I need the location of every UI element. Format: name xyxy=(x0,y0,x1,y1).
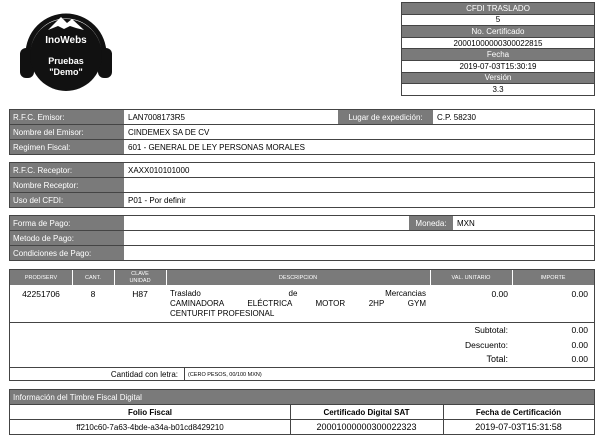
cantidad-letra-value: (CERO PESOS, 00/100 MXN) xyxy=(188,372,262,378)
version-value: 3.3 xyxy=(492,85,504,95)
subtotal-value: 0.00 xyxy=(571,325,588,335)
condiciones-pago-label: Condiciones de Pago: xyxy=(10,246,124,260)
col-descripcion-header: DESCRIPCION xyxy=(278,274,318,281)
timbre-title: Información del Timbre Fiscal Digital xyxy=(10,390,594,404)
cantidad-letra-label: Cantidad con letra: xyxy=(110,370,178,379)
uso-cfdi-label: Uso del CFDI: xyxy=(10,193,124,207)
row-importe: 0.00 xyxy=(571,289,588,299)
folio-fiscal-label: Folio Fiscal xyxy=(127,407,172,417)
cfdi-info-box xyxy=(401,2,595,96)
fecha-certificacion-value: 2019-07-03T15:31:58 xyxy=(475,422,562,432)
moneda-label: Moneda: xyxy=(409,216,453,230)
condiciones-pago-value xyxy=(125,246,594,260)
logo-brand-text: InoWebs xyxy=(45,35,87,46)
nombre-receptor-label: Nombre Receptor: xyxy=(10,178,124,192)
moneda-value: MXN xyxy=(457,218,475,228)
date-label: Fecha xyxy=(402,49,594,61)
nombre-emisor-label: Nombre del Emisor: xyxy=(10,125,124,139)
date-value: 2019-07-03T15:30:19 xyxy=(402,61,594,73)
col-clave-header-line2: UNIDAD xyxy=(129,277,151,284)
metodo-pago-label: Metodo de Pago: xyxy=(10,231,124,245)
cfdi-title: CFDI TRASLADO xyxy=(402,3,594,15)
subtotal-label: Subtotal: xyxy=(474,325,508,335)
total-label: Total: xyxy=(486,354,508,364)
col-importe-header: IMPORTE xyxy=(540,274,566,281)
cfdi-folio: 5 xyxy=(402,15,594,27)
col-clave-unidad-header xyxy=(114,270,166,285)
company-logo xyxy=(14,2,118,100)
total-value: 0.00 xyxy=(571,354,588,364)
rfc-receptor-label: R.F.C. Receptor: xyxy=(10,163,124,177)
logo-demo-text: "Demo" xyxy=(49,67,83,77)
row-descripcion-line2: CAMINADORA ELÉCTRICA MOTOR 2HP GYM xyxy=(170,299,426,308)
rfc-emisor-value: LAN7008173R5 xyxy=(128,112,185,122)
certificate-number-label: No. Certificado xyxy=(402,26,594,38)
row-descripcion-line1: Traslado de Mercancias xyxy=(170,289,426,298)
regimen-fiscal-label: Regimen Fiscal: xyxy=(10,140,124,154)
row-cant: 8 xyxy=(90,289,96,299)
certificado-sat-value: 20001000000300022323 xyxy=(316,422,417,432)
logo-subtitle-text: Pruebas xyxy=(48,56,84,66)
nombre-receptor-value xyxy=(125,178,594,192)
descuento-label: Descuento: xyxy=(465,340,508,350)
row-descripcion-line3: CENTURFIT PROFESIONAL xyxy=(170,309,275,318)
fecha-certificacion-label: Fecha de Certificación xyxy=(475,407,562,417)
col-clave-header-line1: CLAVE xyxy=(131,271,149,277)
regimen-fiscal-value: 601 - GENERAL DE LEY PERSONAS MORALES xyxy=(128,142,305,152)
certificado-sat-label: Certificado Digital SAT xyxy=(323,407,410,417)
uso-cfdi-value: P01 - Por definir xyxy=(128,195,186,205)
metodo-pago-value xyxy=(125,231,594,245)
rfc-emisor-label: R.F.C. Emisor: xyxy=(10,110,124,124)
forma-pago-label: Forma de Pago: xyxy=(10,216,124,230)
lugar-expedicion-label: Lugar de expedición: xyxy=(338,110,433,124)
lugar-expedicion-value: C.P. 58230 xyxy=(437,112,476,122)
col-valor-unitario-header: VAL. UNITARIO xyxy=(451,274,491,281)
folio-fiscal-value: ff210c60-7a63-4bde-a34a-b01cd8429210 xyxy=(76,422,224,432)
row-prod-serv: 42251706 xyxy=(22,289,60,299)
descuento-value: 0.00 xyxy=(571,340,588,350)
certificate-number-value: 20001000000300022815 xyxy=(402,38,594,50)
row-valor-unitario: 0.00 xyxy=(491,289,508,299)
nombre-emisor-value: CINDEMEX SA DE CV xyxy=(128,127,210,137)
version-label: Versión xyxy=(402,73,594,85)
col-cant-header: CANT. xyxy=(85,274,101,281)
headphones-logo-icon xyxy=(14,2,118,100)
col-prod-serv-header: PROD/SERV xyxy=(24,274,58,281)
row-clave-unidad: H87 xyxy=(132,289,148,299)
rfc-receptor-value: XAXX010101000 xyxy=(128,165,190,175)
forma-pago-value xyxy=(125,216,409,230)
